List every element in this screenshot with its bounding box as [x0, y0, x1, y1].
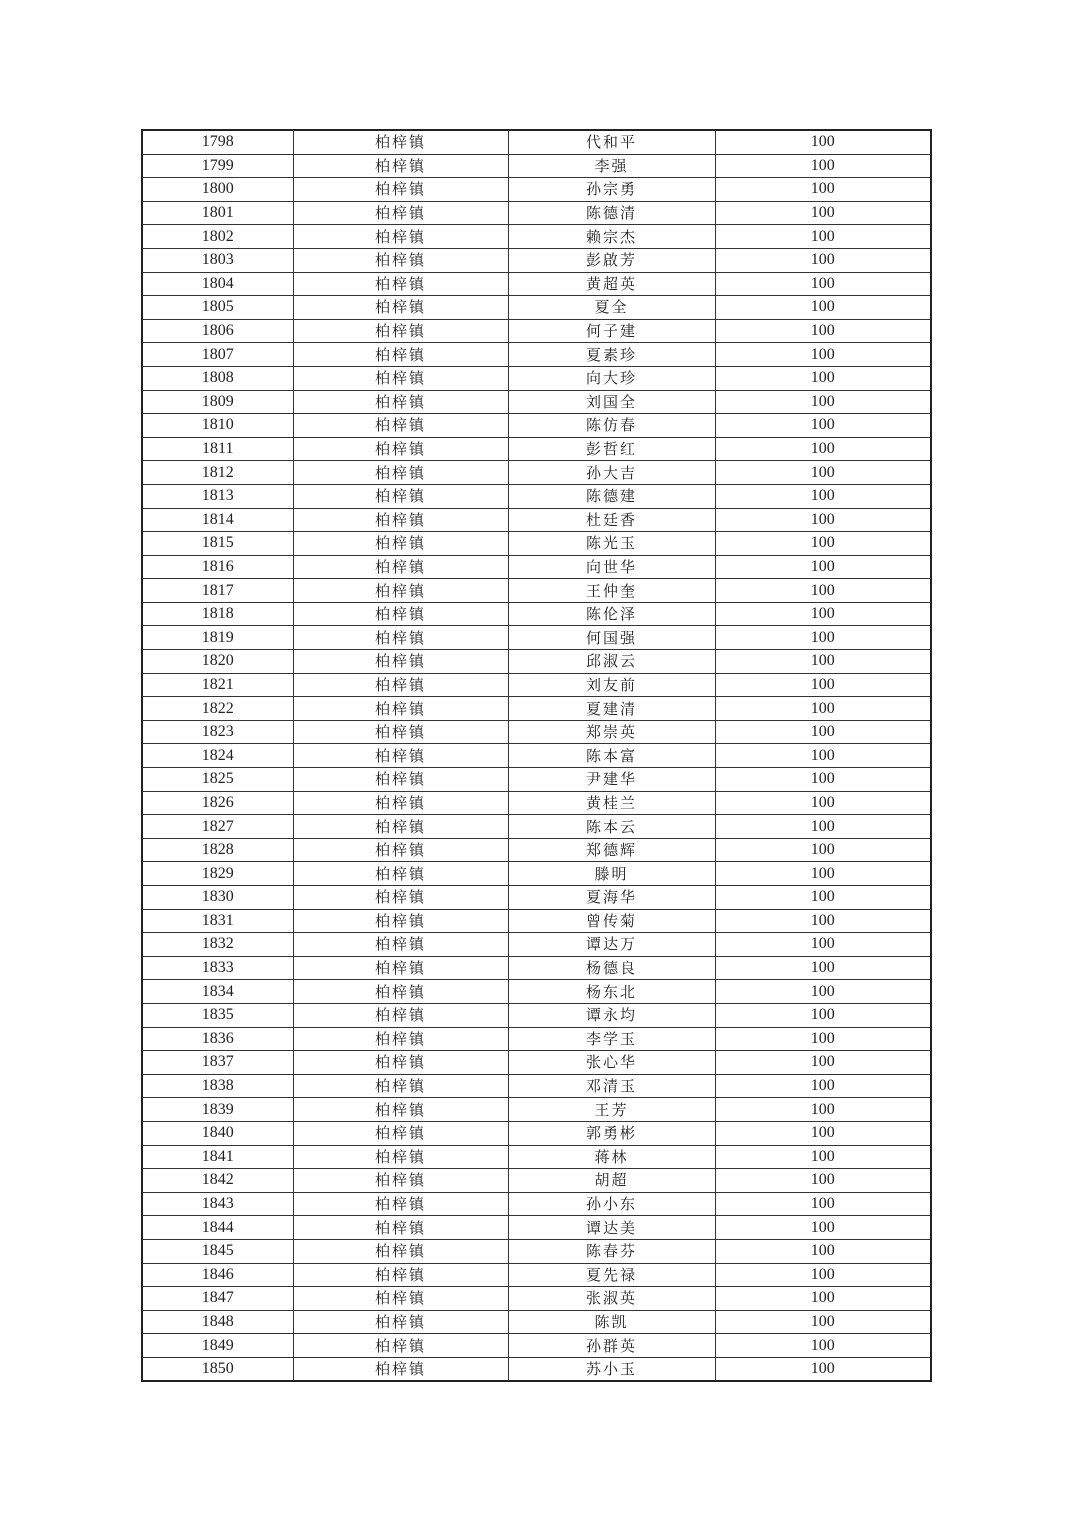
serial-number-cell: 1800: [142, 178, 293, 202]
serial-number-cell: 1825: [142, 768, 293, 792]
name-cell: 刘国全: [508, 390, 715, 414]
town-cell: 柏梓镇: [293, 650, 508, 674]
table-row: [142, 296, 931, 320]
amount-cell: 100: [715, 791, 931, 815]
name-cell: 谭达美: [508, 1216, 715, 1240]
amount-cell: 100: [715, 579, 931, 603]
amount-cell: 100: [715, 319, 931, 343]
serial-number-cell: 1814: [142, 508, 293, 532]
amount-cell: 100: [715, 555, 931, 579]
table-row: [142, 555, 931, 579]
amount-cell: 100: [715, 366, 931, 390]
table-row: [142, 272, 931, 296]
town-cell: 柏梓镇: [293, 744, 508, 768]
town-cell: 柏梓镇: [293, 1357, 508, 1381]
table-row: [142, 1192, 931, 1216]
amount-cell: 100: [715, 815, 931, 839]
serial-number-cell: 1821: [142, 673, 293, 697]
name-cell: 彭哲红: [508, 437, 715, 461]
name-cell: 夏先禄: [508, 1263, 715, 1287]
serial-number-cell: 1808: [142, 366, 293, 390]
table-row: [142, 650, 931, 674]
name-cell: 李学玉: [508, 1027, 715, 1051]
table-row: [142, 1051, 931, 1075]
name-cell: 孙宗勇: [508, 178, 715, 202]
serial-number-cell: 1844: [142, 1216, 293, 1240]
table-row: [142, 154, 931, 178]
name-cell: 何子建: [508, 319, 715, 343]
town-cell: 柏梓镇: [293, 697, 508, 721]
table-row: [142, 1003, 931, 1027]
name-cell: 郭勇彬: [508, 1121, 715, 1145]
amount-cell: 100: [715, 650, 931, 674]
name-cell: 曾传菊: [508, 909, 715, 933]
name-cell: 陈光玉: [508, 532, 715, 556]
table-row: [142, 1098, 931, 1122]
town-cell: 柏梓镇: [293, 154, 508, 178]
amount-cell: 100: [715, 296, 931, 320]
amount-cell: 100: [715, 178, 931, 202]
serial-number-cell: 1847: [142, 1287, 293, 1311]
town-cell: 柏梓镇: [293, 366, 508, 390]
town-cell: 柏梓镇: [293, 319, 508, 343]
table-row: [142, 532, 931, 556]
town-cell: 柏梓镇: [293, 272, 508, 296]
name-cell: 邱淑云: [508, 650, 715, 674]
name-cell: 杜廷香: [508, 508, 715, 532]
table-row: [142, 484, 931, 508]
serial-number-cell: 1813: [142, 484, 293, 508]
amount-cell: 100: [715, 508, 931, 532]
table-row: [142, 744, 931, 768]
town-cell: 柏梓镇: [293, 1334, 508, 1358]
town-cell: 柏梓镇: [293, 130, 508, 154]
table-row: [142, 437, 931, 461]
name-cell: 郑德辉: [508, 838, 715, 862]
serial-number-cell: 1849: [142, 1334, 293, 1358]
town-cell: 柏梓镇: [293, 933, 508, 957]
name-cell: 陈德建: [508, 484, 715, 508]
serial-number-cell: 1842: [142, 1169, 293, 1193]
serial-number-cell: 1829: [142, 862, 293, 886]
serial-number-cell: 1841: [142, 1145, 293, 1169]
amount-cell: 100: [715, 390, 931, 414]
name-cell: 陈凯: [508, 1310, 715, 1334]
name-cell: 陈德清: [508, 201, 715, 225]
name-cell: 谭永均: [508, 1003, 715, 1027]
amount-cell: 100: [715, 1051, 931, 1075]
town-cell: 柏梓镇: [293, 1003, 508, 1027]
amount-cell: 100: [715, 1074, 931, 1098]
serial-number-cell: 1811: [142, 437, 293, 461]
amount-cell: 100: [715, 1145, 931, 1169]
serial-number-cell: 1807: [142, 343, 293, 367]
amount-cell: 100: [715, 414, 931, 438]
name-cell: 胡超: [508, 1169, 715, 1193]
amount-cell: 100: [715, 720, 931, 744]
amount-cell: 100: [715, 697, 931, 721]
town-cell: 柏梓镇: [293, 1051, 508, 1075]
town-cell: 柏梓镇: [293, 579, 508, 603]
table-row: [142, 130, 931, 154]
town-cell: 柏梓镇: [293, 201, 508, 225]
amount-cell: 100: [715, 1027, 931, 1051]
amount-cell: 100: [715, 484, 931, 508]
table-row: [142, 720, 931, 744]
town-cell: 柏梓镇: [293, 414, 508, 438]
amount-cell: 100: [715, 1334, 931, 1358]
name-cell: 陈春芬: [508, 1239, 715, 1263]
name-cell: 陈本云: [508, 815, 715, 839]
table-row: [142, 414, 931, 438]
town-cell: 柏梓镇: [293, 720, 508, 744]
town-cell: 柏梓镇: [293, 768, 508, 792]
table-row: [142, 602, 931, 626]
town-cell: 柏梓镇: [293, 1027, 508, 1051]
town-cell: 柏梓镇: [293, 1074, 508, 1098]
table-row: [142, 508, 931, 532]
table-row: [142, 626, 931, 650]
amount-cell: 100: [715, 1287, 931, 1311]
table-row: [142, 225, 931, 249]
name-cell: 谭达万: [508, 933, 715, 957]
amount-cell: 100: [715, 838, 931, 862]
table-row: [142, 366, 931, 390]
town-cell: 柏梓镇: [293, 862, 508, 886]
town-cell: 柏梓镇: [293, 555, 508, 579]
serial-number-cell: 1816: [142, 555, 293, 579]
serial-number-cell: 1818: [142, 602, 293, 626]
table-row: [142, 1263, 931, 1287]
table-row: [142, 390, 931, 414]
town-cell: 柏梓镇: [293, 1216, 508, 1240]
name-cell: 向世华: [508, 555, 715, 579]
table-row: [142, 1169, 931, 1193]
table-row: [142, 319, 931, 343]
name-cell: 王芳: [508, 1098, 715, 1122]
name-cell: 夏海华: [508, 886, 715, 910]
amount-cell: 100: [715, 343, 931, 367]
serial-number-cell: 1826: [142, 791, 293, 815]
town-cell: 柏梓镇: [293, 296, 508, 320]
name-cell: 陈本富: [508, 744, 715, 768]
table-row: [142, 862, 931, 886]
name-cell: 孙群英: [508, 1334, 715, 1358]
amount-cell: 100: [715, 1003, 931, 1027]
table-row: [142, 1145, 931, 1169]
amount-cell: 100: [715, 909, 931, 933]
serial-number-cell: 1810: [142, 414, 293, 438]
serial-number-cell: 1822: [142, 697, 293, 721]
name-cell: 孙大吉: [508, 461, 715, 485]
amount-cell: 100: [715, 1357, 931, 1381]
name-cell: 李强: [508, 154, 715, 178]
serial-number-cell: 1835: [142, 1003, 293, 1027]
amount-cell: 100: [715, 1310, 931, 1334]
amount-cell: 100: [715, 1239, 931, 1263]
amount-cell: 100: [715, 933, 931, 957]
name-cell: 何国强: [508, 626, 715, 650]
table-row: [142, 838, 931, 862]
name-cell: 夏素珍: [508, 343, 715, 367]
table-row: [142, 815, 931, 839]
town-cell: 柏梓镇: [293, 461, 508, 485]
town-cell: 柏梓镇: [293, 1192, 508, 1216]
serial-number-cell: 1845: [142, 1239, 293, 1263]
table-row: [142, 201, 931, 225]
amount-cell: 100: [715, 461, 931, 485]
serial-number-cell: 1836: [142, 1027, 293, 1051]
serial-number-cell: 1827: [142, 815, 293, 839]
town-cell: 柏梓镇: [293, 390, 508, 414]
table-row: [142, 909, 931, 933]
table-row: [142, 1027, 931, 1051]
town-cell: 柏梓镇: [293, 602, 508, 626]
name-cell: 蒋林: [508, 1145, 715, 1169]
name-cell: 夏建清: [508, 697, 715, 721]
serial-number-cell: 1830: [142, 886, 293, 910]
town-cell: 柏梓镇: [293, 815, 508, 839]
amount-cell: 100: [715, 1192, 931, 1216]
amount-cell: 100: [715, 532, 931, 556]
serial-number-cell: 1823: [142, 720, 293, 744]
serial-number-cell: 1832: [142, 933, 293, 957]
name-cell: 张心华: [508, 1051, 715, 1075]
table-row: [142, 697, 931, 721]
serial-number-cell: 1815: [142, 532, 293, 556]
table-row: [142, 791, 931, 815]
serial-number-cell: 1850: [142, 1357, 293, 1381]
name-cell: 夏全: [508, 296, 715, 320]
town-cell: 柏梓镇: [293, 1169, 508, 1193]
serial-number-cell: 1846: [142, 1263, 293, 1287]
serial-number-cell: 1828: [142, 838, 293, 862]
table-row: [142, 1310, 931, 1334]
serial-number-cell: 1838: [142, 1074, 293, 1098]
town-cell: 柏梓镇: [293, 1239, 508, 1263]
serial-number-cell: 1801: [142, 201, 293, 225]
town-cell: 柏梓镇: [293, 1310, 508, 1334]
name-cell: 尹建华: [508, 768, 715, 792]
town-cell: 柏梓镇: [293, 1145, 508, 1169]
town-cell: 柏梓镇: [293, 343, 508, 367]
serial-number-cell: 1798: [142, 130, 293, 154]
amount-cell: 100: [715, 248, 931, 272]
name-cell: 代和平: [508, 130, 715, 154]
amount-cell: 100: [715, 744, 931, 768]
name-cell: 邓清玉: [508, 1074, 715, 1098]
amount-cell: 100: [715, 154, 931, 178]
amount-cell: 100: [715, 626, 931, 650]
town-cell: 柏梓镇: [293, 532, 508, 556]
table-row: [142, 461, 931, 485]
serial-number-cell: 1839: [142, 1098, 293, 1122]
town-cell: 柏梓镇: [293, 248, 508, 272]
serial-number-cell: 1840: [142, 1121, 293, 1145]
name-cell: 苏小玉: [508, 1357, 715, 1381]
amount-cell: 100: [715, 602, 931, 626]
amount-cell: 100: [715, 130, 931, 154]
town-cell: 柏梓镇: [293, 1121, 508, 1145]
table-row: [142, 1334, 931, 1358]
data-table: [141, 129, 932, 1382]
table-row: [142, 248, 931, 272]
serial-number-cell: 1820: [142, 650, 293, 674]
name-cell: 黄超英: [508, 272, 715, 296]
amount-cell: 100: [715, 1098, 931, 1122]
town-cell: 柏梓镇: [293, 909, 508, 933]
town-cell: 柏梓镇: [293, 673, 508, 697]
amount-cell: 100: [715, 956, 931, 980]
table-row: [142, 343, 931, 367]
amount-cell: 100: [715, 225, 931, 249]
amount-cell: 100: [715, 272, 931, 296]
name-cell: 赖宗杰: [508, 225, 715, 249]
table-row: [142, 1239, 931, 1263]
serial-number-cell: 1799: [142, 154, 293, 178]
town-cell: 柏梓镇: [293, 225, 508, 249]
table-row: [142, 1357, 931, 1381]
town-cell: 柏梓镇: [293, 838, 508, 862]
table-row: [142, 980, 931, 1004]
town-cell: 柏梓镇: [293, 484, 508, 508]
table-row: [142, 956, 931, 980]
amount-cell: 100: [715, 980, 931, 1004]
amount-cell: 100: [715, 768, 931, 792]
name-cell: 滕明: [508, 862, 715, 886]
serial-number-cell: 1833: [142, 956, 293, 980]
table-row: [142, 1121, 931, 1145]
table-row: [142, 579, 931, 603]
name-cell: 杨德良: [508, 956, 715, 980]
serial-number-cell: 1824: [142, 744, 293, 768]
amount-cell: 100: [715, 437, 931, 461]
town-cell: 柏梓镇: [293, 886, 508, 910]
serial-number-cell: 1805: [142, 296, 293, 320]
name-cell: 刘友前: [508, 673, 715, 697]
amount-cell: 100: [715, 1216, 931, 1240]
town-cell: 柏梓镇: [293, 1287, 508, 1311]
name-cell: 孙小东: [508, 1192, 715, 1216]
amount-cell: 100: [715, 1169, 931, 1193]
name-cell: 向大珍: [508, 366, 715, 390]
amount-cell: 100: [715, 1263, 931, 1287]
name-cell: 杨东北: [508, 980, 715, 1004]
name-cell: 陈伦泽: [508, 602, 715, 626]
serial-number-cell: 1837: [142, 1051, 293, 1075]
table-row: [142, 886, 931, 910]
serial-number-cell: 1831: [142, 909, 293, 933]
name-cell: 郑崇英: [508, 720, 715, 744]
name-cell: 王仲奎: [508, 579, 715, 603]
table-row: [142, 178, 931, 202]
serial-number-cell: 1819: [142, 626, 293, 650]
town-cell: 柏梓镇: [293, 1263, 508, 1287]
name-cell: 张淑英: [508, 1287, 715, 1311]
serial-number-cell: 1802: [142, 225, 293, 249]
amount-cell: 100: [715, 201, 931, 225]
amount-cell: 100: [715, 1121, 931, 1145]
name-cell: 黄桂兰: [508, 791, 715, 815]
name-cell: 彭啟芳: [508, 248, 715, 272]
serial-number-cell: 1817: [142, 579, 293, 603]
town-cell: 柏梓镇: [293, 626, 508, 650]
serial-number-cell: 1812: [142, 461, 293, 485]
town-cell: 柏梓镇: [293, 956, 508, 980]
serial-number-cell: 1803: [142, 248, 293, 272]
name-cell: 陈仿春: [508, 414, 715, 438]
table-row: [142, 933, 931, 957]
amount-cell: 100: [715, 862, 931, 886]
serial-number-cell: 1809: [142, 390, 293, 414]
town-cell: 柏梓镇: [293, 1098, 508, 1122]
serial-number-cell: 1848: [142, 1310, 293, 1334]
table-row: [142, 1287, 931, 1311]
amount-cell: 100: [715, 886, 931, 910]
table-row: [142, 1074, 931, 1098]
serial-number-cell: 1806: [142, 319, 293, 343]
serial-number-cell: 1843: [142, 1192, 293, 1216]
town-cell: 柏梓镇: [293, 791, 508, 815]
serial-number-cell: 1834: [142, 980, 293, 1004]
table-row: [142, 673, 931, 697]
amount-cell: 100: [715, 673, 931, 697]
table-row: [142, 768, 931, 792]
town-cell: 柏梓镇: [293, 508, 508, 532]
town-cell: 柏梓镇: [293, 980, 508, 1004]
table-row: [142, 1216, 931, 1240]
serial-number-cell: 1804: [142, 272, 293, 296]
table-body: [142, 130, 931, 1381]
town-cell: 柏梓镇: [293, 178, 508, 202]
town-cell: 柏梓镇: [293, 437, 508, 461]
